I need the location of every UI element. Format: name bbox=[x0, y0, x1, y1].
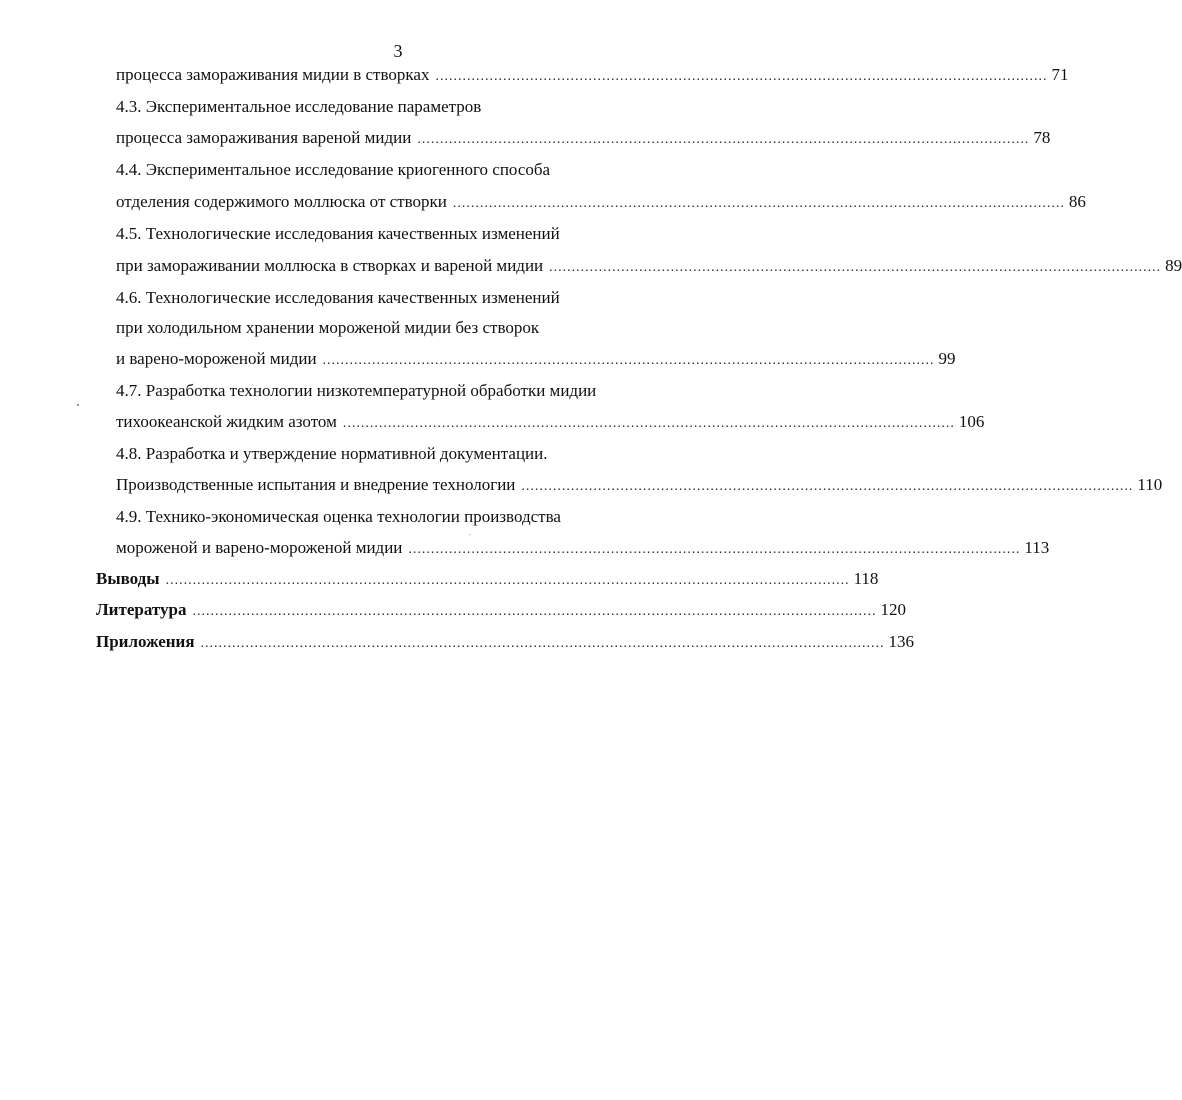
toc-entry-page: 71 bbox=[1051, 65, 1069, 84]
dot-leader: ........................................................................................................................................ bbox=[452, 196, 1065, 211]
dot-leader: ........................................................................................................................................ bbox=[549, 260, 1162, 275]
dot-leader: ........................................................................................................................................ bbox=[521, 479, 1134, 494]
toc-heading bbox=[116, 221, 706, 247]
toc-entry-title: процесса замораживания мидии в створках bbox=[116, 65, 430, 84]
toc-entry-page: 78 bbox=[1033, 128, 1051, 147]
toc-entry-title: 4.6. Технологические исследования качественных изменений bbox=[116, 288, 560, 307]
page-number: 3 bbox=[393, 41, 403, 61]
dot-leader: ........................................................................................................................................ bbox=[435, 69, 1048, 84]
toc-entry-literature bbox=[96, 597, 906, 623]
toc-heading bbox=[116, 504, 706, 530]
toc-entry-title: 4.8. Разработка и утверждение нормативной документации. bbox=[116, 444, 548, 463]
toc-heading bbox=[116, 157, 706, 183]
toc-entry-title: 4.4. Экспериментальное исследование криогенного способа bbox=[116, 160, 551, 179]
toc-entry-title: 4.3. Экспериментальное исследование параметров bbox=[116, 97, 482, 116]
toc-entry bbox=[116, 125, 1051, 151]
toc-entry-page: 86 bbox=[1068, 192, 1086, 211]
toc-entry-title: Выводы bbox=[96, 569, 160, 588]
dot-leader: ........................................................................................................................................................ bbox=[165, 573, 850, 588]
toc-heading bbox=[116, 441, 706, 467]
toc-entry bbox=[116, 535, 1050, 561]
toc-entry-title: при холодильном хранении мороженой мидии без створок bbox=[116, 318, 540, 337]
toc-heading bbox=[116, 378, 706, 404]
toc-entry bbox=[116, 189, 1086, 215]
scan-speck bbox=[77, 404, 79, 406]
toc-entry-title: 4.9. Технико-экономическая оценка технологии производства bbox=[116, 507, 561, 526]
toc-entry-title: тихоокеанской жидким азотом bbox=[116, 412, 337, 431]
toc-entry bbox=[116, 346, 956, 372]
toc-entry-page: 113 bbox=[1024, 538, 1050, 557]
dot-leader: ........................................................................................................................................................ bbox=[192, 604, 877, 619]
dot-leader: ........................................................................................................................................ bbox=[322, 353, 935, 368]
toc-entry-page: 89 bbox=[1165, 256, 1182, 275]
toc-entry bbox=[116, 472, 1163, 498]
toc-entry-page: 99 bbox=[938, 349, 956, 368]
toc-entry bbox=[116, 253, 1182, 279]
toc-entry-page: 106 bbox=[958, 412, 985, 431]
toc-heading bbox=[116, 285, 706, 311]
toc-entry-page: 110 bbox=[1137, 475, 1163, 494]
toc-entry-title: Литература bbox=[96, 600, 187, 619]
toc-entry-title: 4.5. Технологические исследования качественных изменений bbox=[116, 224, 560, 243]
toc-entry-title: Производственные испытания и внедрение технологии bbox=[116, 475, 516, 494]
toc-entry-appendices bbox=[96, 629, 915, 655]
toc-entry bbox=[116, 62, 1069, 88]
toc-entry-title: отделения содержимого моллюска от створки bbox=[116, 192, 447, 211]
toc-entry-title: 4.7. Разработка технологии низкотемпературной обработки мидии bbox=[116, 381, 597, 400]
toc-heading bbox=[116, 315, 706, 341]
toc-entry-page: 136 bbox=[888, 632, 915, 651]
dot-leader: ........................................................................................................................................................ bbox=[200, 636, 885, 651]
toc-entry-page: 118 bbox=[853, 569, 879, 588]
dot-leader: ........................................................................................................................................ bbox=[417, 132, 1030, 147]
toc-heading bbox=[116, 94, 706, 120]
dot-leader: ........................................................................................................................................ bbox=[408, 542, 1021, 557]
toc-entry-title: мороженой и варено-мороженой мидии bbox=[116, 538, 403, 557]
toc-entry-title: при замораживании моллюска в створках и вареной мидии bbox=[116, 256, 544, 275]
toc-entry-page: 120 bbox=[880, 600, 906, 619]
toc-entry-title: процесса замораживания вареной мидии bbox=[116, 128, 412, 147]
toc-entry-title: Приложения bbox=[96, 632, 195, 651]
dot-leader: ........................................................................................................................................ bbox=[342, 416, 955, 431]
scan-speck bbox=[469, 534, 470, 535]
toc-entry-conclusions bbox=[96, 566, 879, 592]
toc-entry-title: и варено-мороженой мидии bbox=[116, 349, 317, 368]
toc-entry bbox=[116, 409, 985, 435]
